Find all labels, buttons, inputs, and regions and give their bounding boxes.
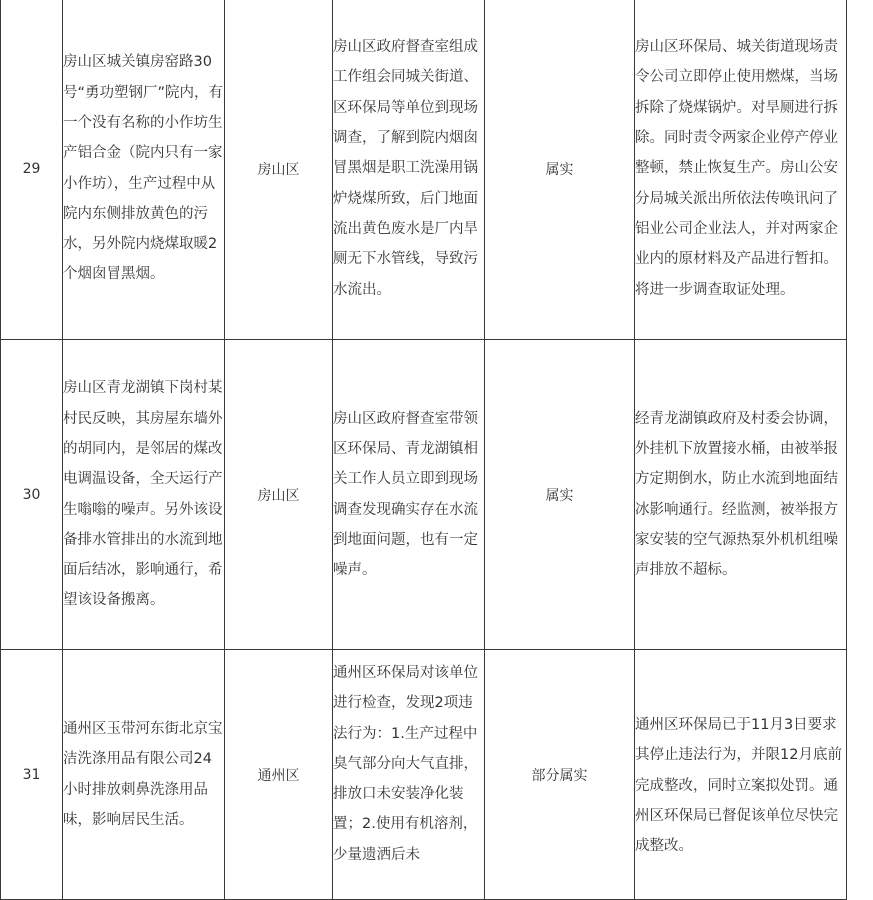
complaint-cell bbox=[63, 340, 225, 650]
complaint-text: 房山区青龙湖镇下岗村某村民反映，其房屋东墙外的胡同内，是邻居的煤改电调温设备，全天运行产生嗡嗡的噪声。另外该设备排水管排出的水流到地面后结冰，影响通行，希望该设备搬离。 bbox=[63, 380, 223, 609]
complaint-cell bbox=[63, 0, 225, 340]
investigation-text: 通州区环保局对该单位进行检查，发现2项违法行为：1.生产过程中臭气部分向大气直排，排放口未安装净化装置；2.使用有机溶剂，少量遗洒后未 bbox=[333, 665, 478, 863]
investigation-text: 房山区政府督查室带领区环保局、青龙湖镇相关工作人员立即到现场调查发现确实存在水流到地面问题，也有一定噪声。 bbox=[333, 410, 478, 579]
complaint-cell bbox=[63, 650, 225, 900]
row-number: 30 bbox=[1, 340, 63, 650]
investigation-cell bbox=[333, 650, 485, 900]
result-text: 通州区环保局已于11月3日要求其停止违法行为，并限12月底前完成整改，同时立案拟处罚。通州区环保局已督促该单位尽快完成整改。 bbox=[635, 717, 842, 855]
table-row bbox=[1, 650, 847, 900]
district-cell: 房山区 bbox=[225, 340, 333, 650]
result-cell bbox=[635, 340, 847, 650]
district-cell: 通州区 bbox=[225, 650, 333, 900]
investigation-cell bbox=[333, 340, 485, 650]
result-text: 房山区环保局、城关街道现场责令公司立即停止使用燃煤，当场拆除了烧煤锅炉。对旱厕进行拆除。同时责令两家企业停产停业整顿，禁止恢复生产。房山公安分局城关派出所依法传唤讯问了铝业公司企业法人，并对两家企业内的原材料及产品进行暂扣。将进一步调查取证处理。 bbox=[635, 39, 838, 298]
table-row bbox=[1, 0, 847, 340]
result-cell bbox=[635, 0, 847, 340]
verdict-cell: 属实 bbox=[485, 340, 635, 650]
investigation-text: 房山区政府督查室组成工作组会同城关街道、区环保局等单位到现场调查，了解到院内烟囱冒黑烟是职工洗澡用锅炉烧煤所致，后门地面流出黄色废水是厂内旱厕无下水管线，导致污水流出。 bbox=[333, 39, 478, 298]
row-number: 31 bbox=[1, 650, 63, 900]
complaint-text: 通州区玉带河东街北京宝洁洗涤用品有限公司24小时排放刺鼻洗涤用品味，影响居民生活。 bbox=[63, 720, 223, 828]
district-cell: 房山区 bbox=[225, 0, 333, 340]
result-text: 经青龙湖镇政府及村委会协调，外挂机下放置接水桶，由被举报方定期倒水，防止水流到地面结冰影响通行。经监测，被举报方家安装的空气源热泵外机机组噪声排放不超标。 bbox=[635, 410, 838, 579]
result-cell bbox=[635, 650, 847, 900]
complaint-text: 房山区城关镇房窑路30号“勇功塑钢厂”院内，有一个没有名称的小作坊生产铝合金（院内只有一家小作坊），生产过程中从院内东侧排放黄色的污水，另外院内烧煤取暖2个烟囱冒黑烟。 bbox=[63, 54, 224, 283]
verdict-cell: 属实 bbox=[485, 0, 635, 340]
investigation-cell bbox=[333, 0, 485, 340]
row-number: 29 bbox=[1, 0, 63, 340]
verdict-cell: 部分属实 bbox=[485, 650, 635, 900]
table-row bbox=[1, 340, 847, 650]
